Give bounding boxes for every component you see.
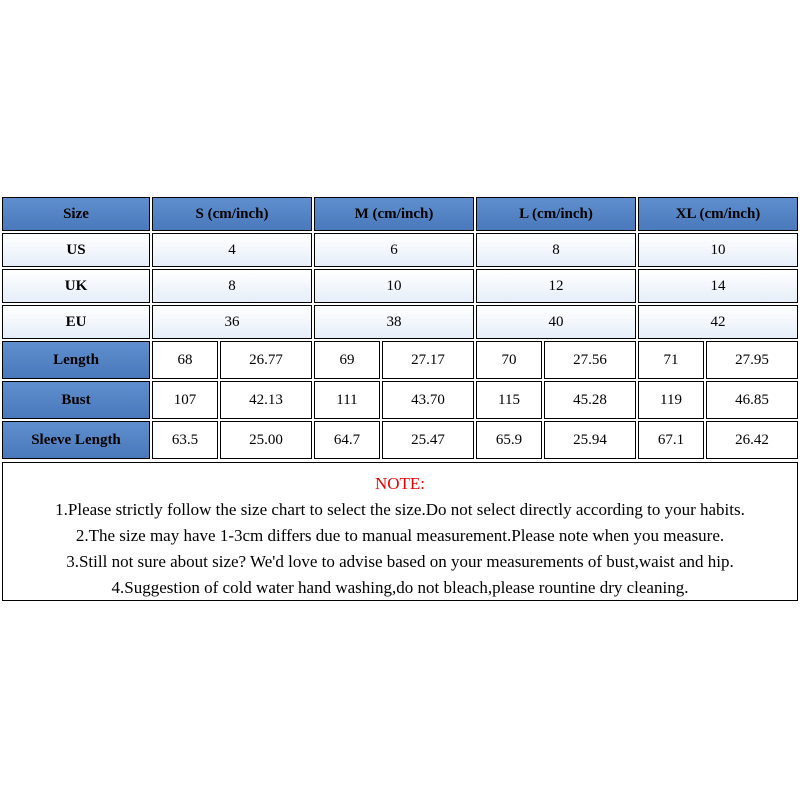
row-label: UK	[2, 269, 150, 303]
table-cell: 111	[314, 381, 380, 419]
note-line: 1.Please strictly follow the size chart to select the size.Do not select directly according to your habits.	[55, 500, 745, 519]
table-cell: 27.56	[544, 341, 636, 379]
table-cell: 10	[638, 233, 798, 267]
table-cell: 42.13	[220, 381, 312, 419]
header-s: S (cm/inch)	[152, 197, 312, 231]
table-cell: 46.85	[706, 381, 798, 419]
row-label: Bust	[2, 381, 150, 419]
table-cell: 25.94	[544, 421, 636, 459]
table-row-length	[2, 341, 798, 379]
table-cell: 119	[638, 381, 704, 419]
table-cell: 38	[314, 305, 474, 339]
header-size: Size	[2, 197, 150, 231]
table-header-row	[2, 197, 798, 231]
table-cell: 6	[314, 233, 474, 267]
table-cell: 8	[476, 233, 636, 267]
row-label: US	[2, 233, 150, 267]
size-chart-table	[2, 197, 798, 461]
row-label: Length	[2, 341, 150, 379]
table-cell: 63.5	[152, 421, 218, 459]
table-row-bust	[2, 381, 798, 419]
table-cell: 107	[152, 381, 218, 419]
table-cell: 68	[152, 341, 218, 379]
table-cell: 71	[638, 341, 704, 379]
table-cell: 14	[638, 269, 798, 303]
table-cell: 25.00	[220, 421, 312, 459]
table-cell: 26.42	[706, 421, 798, 459]
table-row-sleeve-length	[2, 421, 798, 459]
table-cell: 45.28	[544, 381, 636, 419]
table-row-us	[2, 233, 798, 267]
row-label: Sleeve Length	[2, 421, 150, 459]
note-title: NOTE:	[374, 474, 426, 493]
table-cell: 65.9	[476, 421, 542, 459]
table-cell: 27.17	[382, 341, 474, 379]
header-m: M (cm/inch)	[314, 197, 474, 231]
table-cell: 40	[476, 305, 636, 339]
table-cell: 27.95	[706, 341, 798, 379]
table-cell: 69	[314, 341, 380, 379]
table-cell: 36	[152, 305, 312, 339]
table-cell: 70	[476, 341, 542, 379]
row-label: EU	[2, 305, 150, 339]
table-cell: 4	[152, 233, 312, 267]
header-xl: XL (cm/inch)	[638, 197, 798, 231]
notes-box	[2, 462, 798, 601]
table-cell: 12	[476, 269, 636, 303]
note-line: 2.The size may have 1-3cm differs due to manual measurement.Please note when you measure.	[75, 526, 725, 545]
table-cell: 10	[314, 269, 474, 303]
table-cell: 67.1	[638, 421, 704, 459]
table-cell: 25.47	[382, 421, 474, 459]
table-cell: 8	[152, 269, 312, 303]
table-cell: 26.77	[220, 341, 312, 379]
table-cell: 43.70	[382, 381, 474, 419]
table-cell: 42	[638, 305, 798, 339]
table-row-eu	[2, 305, 798, 339]
note-line: 3.Still not sure about size? We'd love to advise based on your measurements of bust,waist and hip.	[66, 552, 734, 571]
table-cell: 64.7	[314, 421, 380, 459]
note-line: 4.Suggestion of cold water hand washing,do not bleach,please rountine dry cleaning.	[111, 578, 689, 597]
table-row-uk	[2, 269, 798, 303]
header-l: L (cm/inch)	[476, 197, 636, 231]
table-cell: 115	[476, 381, 542, 419]
